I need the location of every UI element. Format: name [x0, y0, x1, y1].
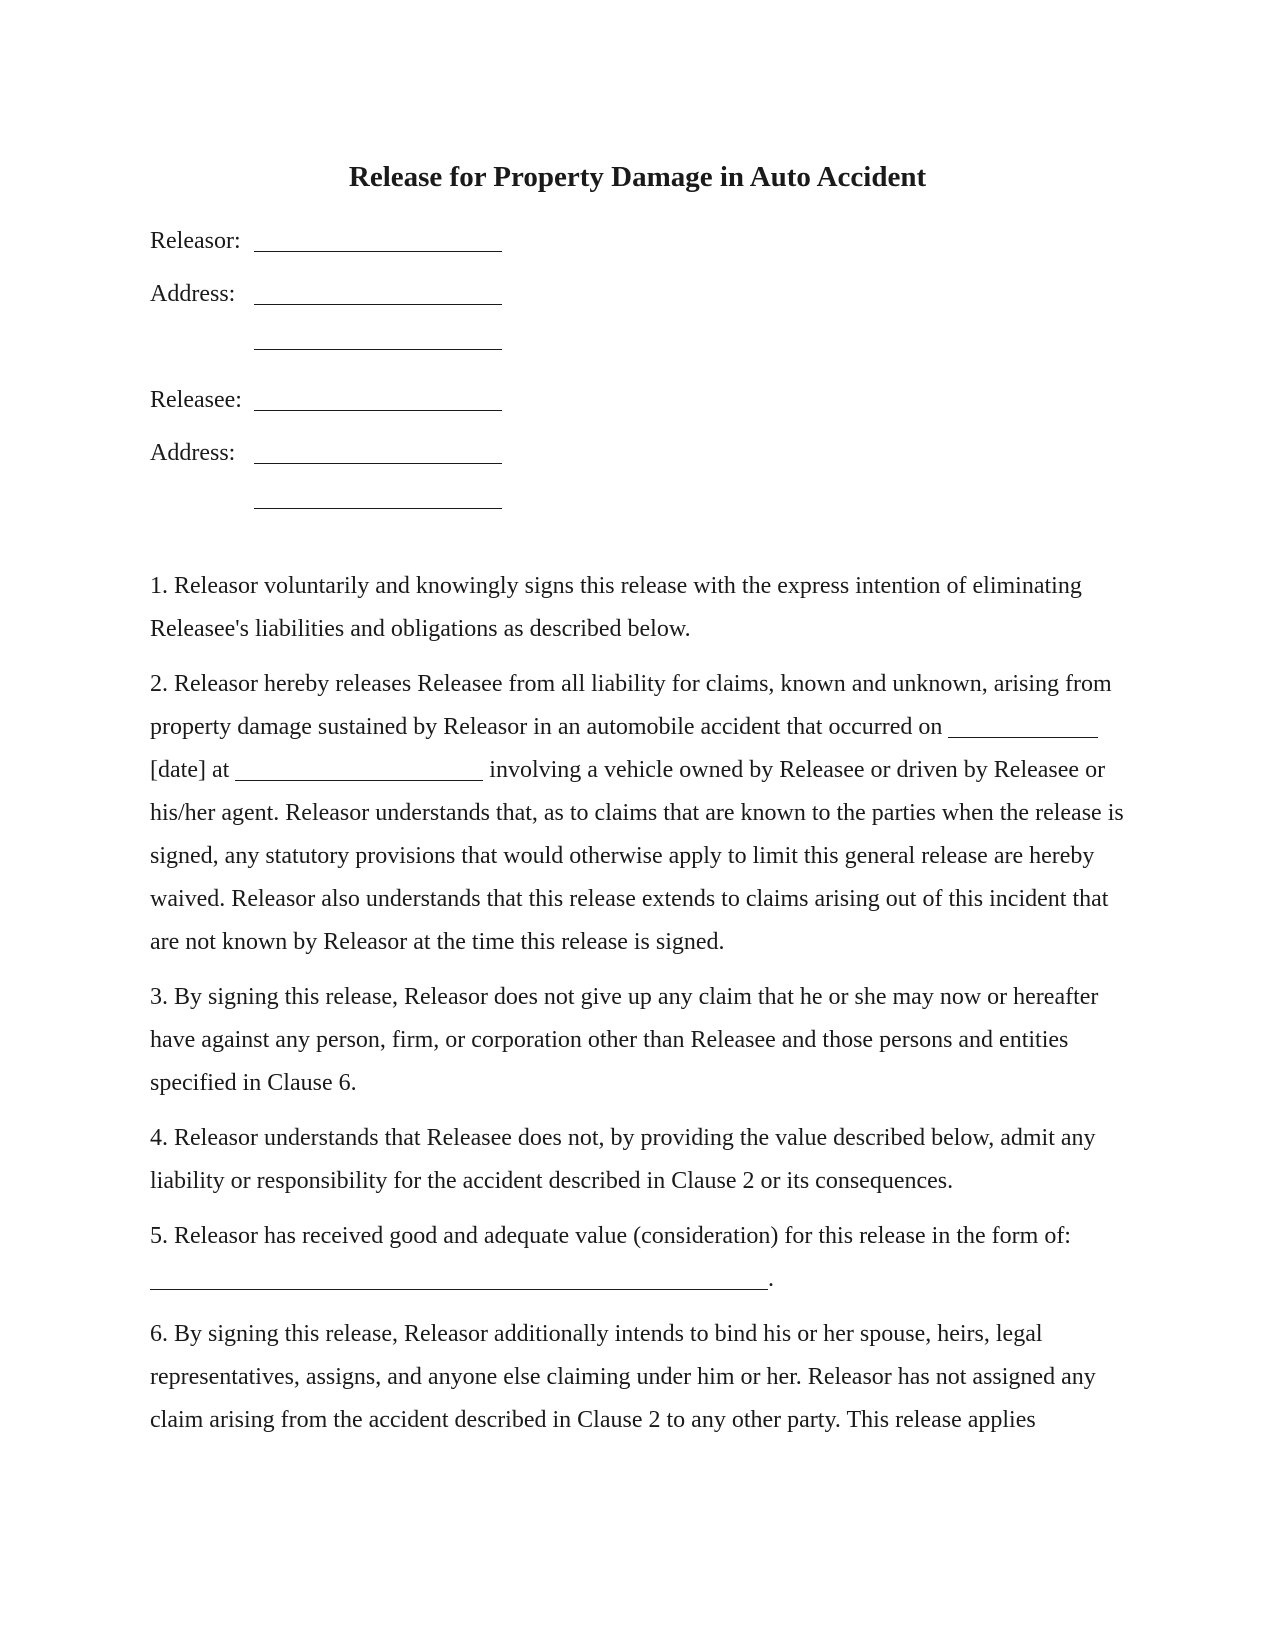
- releasor-address-label: Address:: [150, 281, 236, 307]
- releasor-blank[interactable]: [254, 251, 502, 252]
- releasee-address-label: Address:: [150, 440, 236, 466]
- releasee-blank[interactable]: [254, 410, 502, 411]
- clauses-body: [150, 565, 1130, 1454]
- clause-5-text: 5. Releasor has received good and adequate value (consideration) for this release in the form of:: [150, 1223, 1071, 1249]
- clause-2: [150, 663, 1130, 964]
- releasee-address-blank-1[interactable]: [254, 463, 502, 464]
- clause-4: 4. Releasor understands that Releasee does not, by providing the value described below, admit any liability or responsibility for the accident described in Clause 2 or its consequences.: [150, 1125, 1096, 1194]
- releasee-address-blank-2[interactable]: [254, 508, 502, 509]
- releasor-address-blank-1[interactable]: [254, 304, 502, 305]
- document-title: Release for Property Damage in Auto Accident: [348, 161, 927, 193]
- releasee-label: Releasee:: [150, 387, 242, 413]
- clause-5-period: .: [768, 1266, 774, 1292]
- clause-1: 1. Releasor voluntarily and knowingly signs this release with the express intention of eliminating Releasee's liabilities and obligations as described below.: [150, 573, 1082, 642]
- clause-6: 6. By signing this release, Releasor additionally intends to bind his or her spouse, heirs, legal representatives, assigns, and anyone else claiming under him or her. Releasor has not assigned any claim arising from the accident described in Clause 2 to any other party. This release applies: [150, 1321, 1096, 1433]
- releasor-address-blank-2[interactable]: [254, 349, 502, 350]
- accident-date-blank[interactable]: [948, 713, 1098, 738]
- consideration-blank[interactable]: [150, 1265, 768, 1290]
- clause-3: 3. By signing this release, Releasor does not give up any claim that he or she may now or hereafter have against any person, firm, or corporation other than Releasee and those persons and entities specified in Clause 6.: [150, 984, 1099, 1096]
- clause-2-text-end: involving a vehicle owned by Releasee or driven by Releasee or his/her agent. Releasor understands that, as to claims that are known to the parties when the release is signed, any statutory provisions that would otherwise apply to limit this general release are hereby waived. Releasor also understands that this release extends to claims arising out of this incident that are not known by Releasor at the time this release is signed.: [150, 757, 1124, 955]
- clause-5: [150, 1215, 1130, 1301]
- releasor-label: Releasor:: [150, 228, 241, 254]
- clause-2-text-start: 2. Releasor hereby releases Releasee from all liability for claims, known and unknown, arising from property damage sustained by Releasor in an automobile accident that occurred on: [150, 671, 1112, 740]
- clause-2-text-date: [date] at: [150, 757, 230, 783]
- accident-location-blank[interactable]: [235, 756, 483, 781]
